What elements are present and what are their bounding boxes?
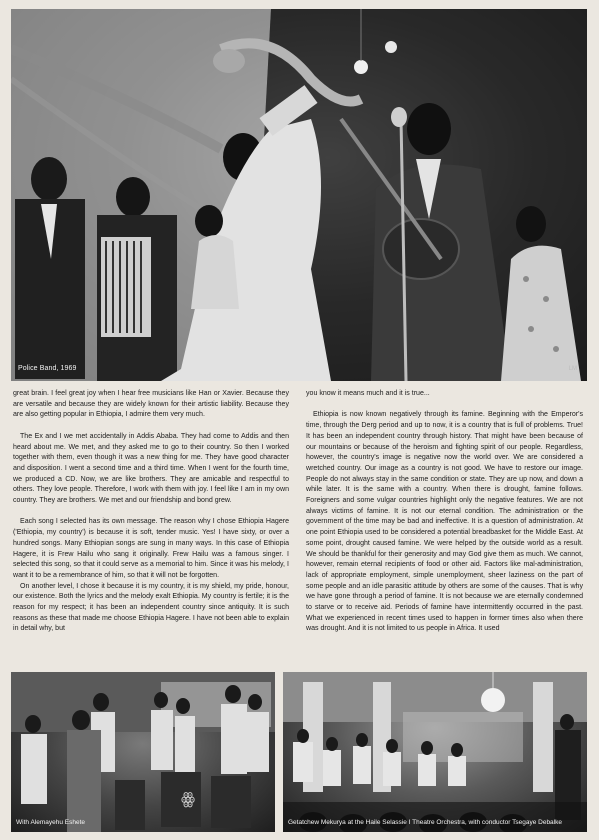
paragraph: you know it means much and it is true... [306,390,430,397]
bottom-left-photo [11,672,275,832]
paragraph: Each song I selected has its own message. The reason why I chose Ethiopia Hagere ('Ethiopia, my country') is because it is soft, tender music. Yes! I have sixty, or over a hundred songs. Many Ethiopian songs are sung in many ways. In this case of Ethiopia Hagere, it is Frew Hailu who sang it originally. Frew Hailu was a famous singer. I selected this song, so that it could serve as a memorial to him. Since it was his melody, I want it to be a remembrance of him, so that it will not be forgotten. [13,518,289,579]
paragraph: great brain. I feel great joy when I hear free musicians like Han or Xavier. Because they are versatile and because they are widely known for their artistic liability. Because they are also getting popular in Ethiopia, I admire them very much. [13,390,289,419]
paragraph: Ethiopia is now known negatively through its famine. Beginning with the Emperor's time, through the Derg period and up to now, it is a country that is full of problems. True! It has been an independent country through history. That might have been because of our mountains or because of the heroism and fighting spirit of our people. Regardless, however, the country's image is negative now the world over. We are considered a wretched country. Our image as a country is not good. We have to restore our image. People do not always stay in the same condition or state. They are up now, and down a while later. It is the same with a country. When there is drought, famine follows. Foreigners and some vulgar countries highlight only the negative features. We are not always victims of famine. It is not our eternal condition. The administration or the government of the time may be bad and ineffective. It is a question of administration. At one point Ethiopia used to be considered a potential breadbasket for the Middle East. At some point, drought caused famine. We were helped by the outside world as a result. We should be thankful for their generosity and may God give them as much. We cannot, however, remain eternal recipients of food or other aid. Factors like mal-administration, lack of appropriate employment, simple unemployment, sheer laziness on the part of some people and an idle parasitic attitude by others are some of the causes. That is why we have gone through a period of famine. It is not because we are eternally condemned to starve or to receive aid. Periods of famine have intermittently occurred in the past. What we experienced in recent times used to happen in former times also when there was drought. And it is not limited to us people in Africa. It used [306,411,583,633]
bottom-right-photo-illustration [283,672,587,832]
top-photo-illustration [11,9,587,381]
bottom-left-caption: With Alemayehu Eshete [16,819,86,826]
paragraph: The Ex and I we met accidentally in Addis Ababa. They had come to Addis and then heard about me. We met, and they asked me to go to their country. So then I worked together with them, even though it was a new thing for me. They have good character and disposition. I went a second time and a third time. When I went for the fourth time, we produced a CD. Now, we are like brothers. They are amicable and respectful to others. They love people. Therefore, I work with them with joy. I feel like I am in my own country. They are brothers. We met and our friendship and bond grew. [13,432,289,505]
bottom-right-caption: Getatchew Mekurya at the Haile Selassie I Theatre Orchestra, with conductor Tsegaye Debalke [288,819,562,826]
bottom-right-photo [283,672,587,832]
bottom-left-photo-illustration [11,672,275,832]
right-text-column [306,389,583,646]
photo-credit: LM [568,366,577,372]
top-photo-police-band [11,9,587,381]
paragraph: On another level, I chose it because it is my country, it is my shield, my pride, honour, our existence. Both the lyrics and the melody exalt Ethiopia. My country is fertile; it is the reason for my respect; it has been an independent country since antiquity. It is such reasons as these that made me choose Ethiopia Hagere. I have not been able to explain in detail why, but [13,582,289,633]
left-text-column [13,389,289,646]
svg-text:ꙮ: ꙮ [181,789,196,808]
top-photo-caption: Police Band, 1969 [18,365,77,372]
